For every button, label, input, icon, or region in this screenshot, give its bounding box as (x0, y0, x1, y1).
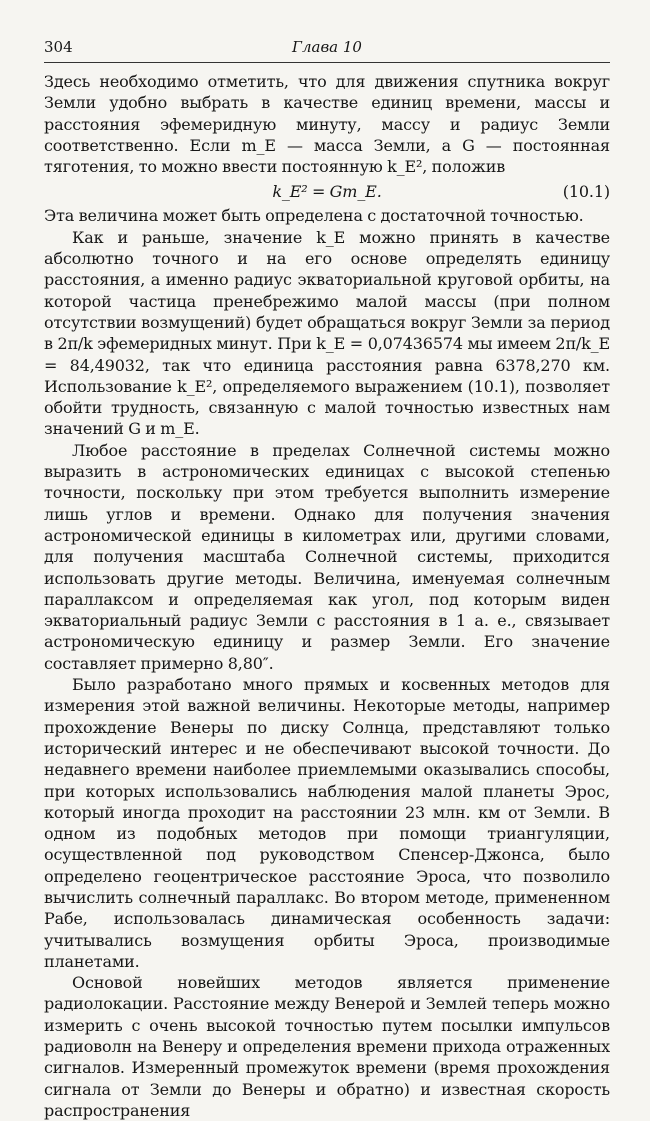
paragraph-4: Любое расстояние в пределах Солнечной системы можно выразить в астрономических единицах с высокой степенью точности, поскольку при этом требуется выполнить измерение лишь углов и времени. Однако для получения значения астрономической единицы в километрах или, другими словами, для получения масштаба Солнечной системы, приходится использовать другие методы. Величина, именуемая солнечным параллаксом и определяемая как угол, под которым виден экваториальный радиус Земли с расстояния в 1 а. е., связывает астрономическую единицу и размер Земли. Его значение составляет примерно 8,80″. (44, 440, 610, 673)
running-header (44, 38, 610, 60)
page-body (44, 71, 610, 1121)
equation-expression: k_E² = Gm_E. (272, 182, 382, 202)
paragraph-1: Здесь необходимо отметить, что для движения спутника вокруг Земли удобно выбрать в качестве единиц времени, массы и расстояния эфемеридную минуту, массу и радиус Земли соответственно. Если m_E — масса Земли, а G — постоянная тяготения, то можно ввести постоянную k_E², положив (44, 72, 610, 177)
paragraph-6: Основой новейших методов является применение радиолокации. Расстояние между Венерой и Землей теперь можно измерить с очень высокой точностью путем посылки импульсов радиоволн на Венеру и определения времени прихода отраженных сигналов. Измеренный промежуток времени (время прохождения сигнала от Земли до Венеры и обратно) и известная скорость распространения (44, 973, 610, 1120)
paragraph-5: Было разработано много прямых и косвенных методов для измерения этой важной величины. Некоторые методы, например прохождение Венеры по диску Солнца, представляют только исторический интерес и не обеспечивают высокой точности. До недавнего времени наиболее приемлемыми оказывались способы, при которых использовались наблюдения малой планеты Эрос, который иногда проходит на расстоянии 23 млн. км от Земли. В одном из подобных методов при помощи триангуляции, осуществленной под руководством Спенсер-Джонса, было определено геоцентрическое расстояние Эроса, что позволило вычислить солнечный параллакс. Во втором методе, примененном Рабе, использовалась динамическая особенность задачи: учитывались возмущения орбиты Эроса, производимые планетами. (44, 675, 610, 971)
equation-number: (10.1) (562, 182, 610, 202)
equation-10-1 (44, 179, 610, 205)
paragraph-3: Как и раньше, значение k_E можно принять в качестве абсолютно точного и на его основе определять единицу расстояния, а именно радиус экваториальной круговой орбиты, на которой частица пренебрежимо малой массы (при полном отсутствии возмущений) будет обращаться вокруг Земли за период в 2π/k эфемеридных минут. При k_E = 0,07436574 мы имеем 2π/k_E = 84,49032, так что единица расстояния равна 6378,270 км. Использование k_E², определяемого выражением (10.1), позволяет обойти трудность, связанную с малой точностью известных нам значений G и m_E. (44, 227, 610, 439)
paragraph-2: Эта величина может быть определена с достаточной точностью. (44, 206, 584, 226)
page-number: 304 (44, 38, 73, 56)
book-page (44, 38, 610, 1121)
chapter-title: Глава 10 (292, 38, 362, 56)
header-rule (44, 62, 610, 63)
